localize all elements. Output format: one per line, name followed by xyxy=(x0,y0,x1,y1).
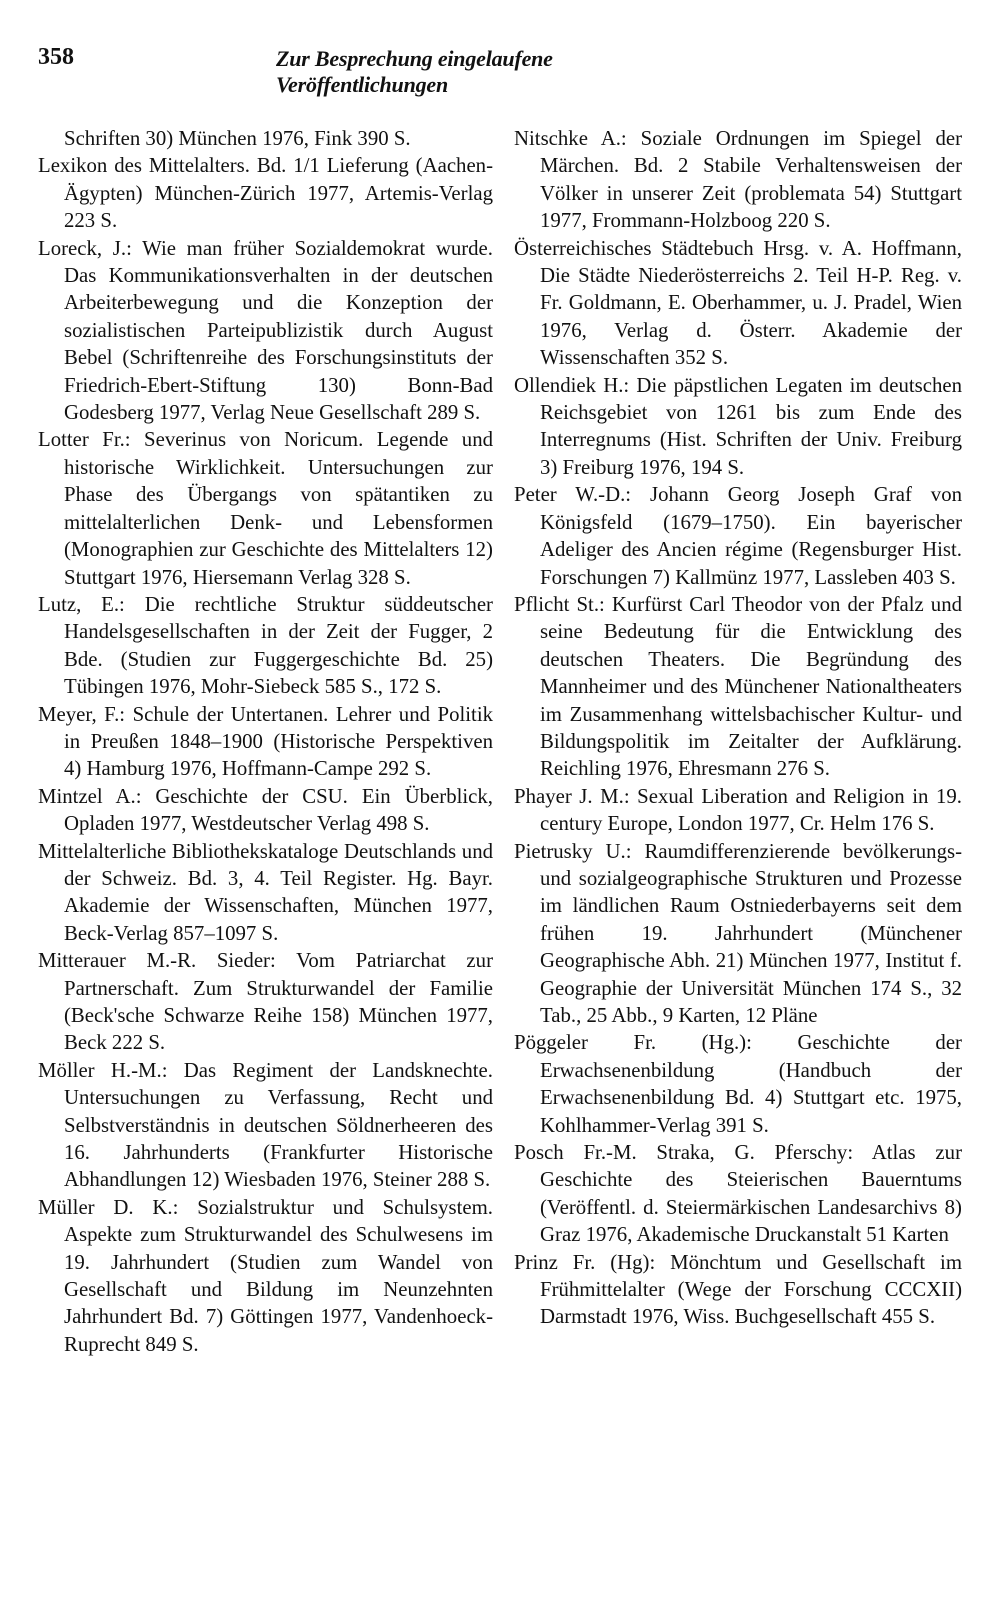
bibliography-entry: Nitschke A.: Soziale Ordnungen im Spiegel der Märchen. Bd. 2 Stabile Verhaltensweisen der Völker in unserer Zeit (problemata 54) Stuttgart 1977, Frommann-Holzboog 220 S. xyxy=(514,127,962,233)
bibliography-entry: Prinz Fr. (Hg): Mönchtum und Gesellschaft im Frühmittelalter (Wege der Forschung CCCXII) Darmstadt 1976, Wiss. Buchgesellschaft 455 S. xyxy=(514,1250,962,1329)
page-header xyxy=(38,44,728,97)
bibliography-entry: Österreichisches Städtebuch Hrsg. v. A. Hoffmann, Die Städte Niederösterreichs 2. Teil H-P. Reg. v. Fr. Goldmann, E. Oberhammer, u. J. Pradel, Wien 1976, Verlag d. Österr. Akademie der Wissenschaften 352 S. xyxy=(514,236,962,370)
bibliography-entry: Mitterauer M.-R. Sieder: Vom Patriarchat zur Partnerschaft. Zum Strukturwandel der Familie (Beck'sche Schwarze Reihe 158) München 1977, Beck 222 S. xyxy=(38,949,493,1055)
bibliography-entry: Pöggeler Fr. (Hg.): Geschichte der Erwachsenenbildung (Handbuch der Erwachsenenbildung Bd. 4) Stuttgart etc. 1975, Kohlhammer-Verlag 391 S. xyxy=(514,1031,962,1137)
bibliography-entry: Mintzel A.: Geschichte der CSU. Ein Überblick, Opladen 1977, Westdeutscher Verlag 498 S. xyxy=(38,784,493,836)
running-title: Zur Besprechung eingelaufene Veröffentlichungen xyxy=(276,46,553,97)
bibliography-entry: Phayer J. M.: Sexual Liberation and Religion in 19. century Europe, London 1977, Cr. Helm 176 S. xyxy=(514,784,962,836)
bibliography-entry: Loreck, J.: Wie man früher Sozialdemokrat wurde. Das Kommunikationsverhalten in der deutschen Arbeiterbewegung und die Konzeption der sozialistischen Parteipublizistik durch August Bebel (Schriftenreihe des Forschungsinstituts der Friedrich-Ebert-Stiftung 130) Bonn-Bad Godesberg 1977, Verlag Neue Gesellschaft 289 S. xyxy=(38,236,493,425)
bibliography-entry: Müller D. K.: Sozialstruktur und Schulsystem. Aspekte zum Strukturwandel des Schulwesens im 19. Jahrhundert (Studien zum Wandel von Gesellschaft und Bildung im Neunzehnten Jahrhundert Bd. 7) Göttingen 1977, Vandenhoeck-Ruprecht 849 S. xyxy=(38,1195,493,1356)
bibliography-entry: Peter W.-D.: Johann Georg Joseph Graf von Königsfeld (1679–1750). Ein bayerischer Adeliger des Ancien régime (Regensburger Hist. Forschungen 7) Kallmünz 1977, Lassleben 403 S. xyxy=(514,483,962,589)
bibliography-entry: Mittelalterliche Bibliothekskataloge Deutschlands und der Schweiz. Bd. 3, 4. Teil Register. Hg. Bayr. Akademie der Wissenschaften, München 1977, Beck-Verlag 857–1097 S. xyxy=(38,839,493,945)
bibliography-entry: Möller H.-M.: Das Regiment der Landsknechte. Untersuchungen zu Verfassung, Recht und Selbstverständnis in deutschen Söldnerheeren des 16. Jahrhunderts (Frankfurter Historische Abhandlungen 12) Wiesbaden 1976, Steiner 288 S. xyxy=(38,1058,493,1192)
left-column xyxy=(38,125,493,1358)
bibliography-entry: Pflicht St.: Kurfürst Carl Theodor von der Pfalz und seine Bedeutung für die Entwicklung des deutschen Theaters. Die Begründung des Mannheimer und des Münchener Nationaltheaters im Zusammenhang wittelsbachischer Kultur- und Bildungspolitik im Zeitalter der Aufklärung. Reichling 1976, Ehresmann 276 S. xyxy=(514,592,962,781)
bibliography-entry: Lexikon des Mittelalters. Bd. 1/1 Lieferung (Aachen-Ägypten) München-Zürich 1977, Artemis-Verlag 223 S. xyxy=(38,154,493,233)
bibliography-entry: Ollendiek H.: Die päpstlichen Legaten im deutschen Reichsgebiet von 1261 bis zum Ende des Interregnums (Hist. Schriften der Univ. Freiburg 3) Freiburg 1976, 194 S. xyxy=(514,373,962,479)
bibliography-entry: Pietrusky U.: Raumdifferenzierende bevölkerungs- und sozialgeographische Strukturen und Prozesse im ländlichen Raum Ostniederbayerns seit dem frühen 19. Jahrhundert (Münchener Geographische Abh. 21) München 1977, Institut f. Geographie der Universität München 174 S., 32 Tab., 25 Abb., 9 Karten, 12 Pläne xyxy=(514,839,962,1027)
bibliography-entry: Schriften 30) München 1976, Fink 390 S. xyxy=(64,127,411,150)
bibliography-entry: Meyer, F.: Schule der Untertanen. Lehrer und Politik in Preußen 1848–1900 (Historische Perspektiven 4) Hamburg 1976, Hoffmann-Campe 292 S. xyxy=(38,702,493,781)
bibliography-entry: Lotter Fr.: Severinus von Noricum. Legende und historische Wirklichkeit. Untersuchungen zur Phase des Übergangs von spätantiken zu mittelalterlichen Denk- und Lebensformen (Monographien zur Geschichte des Mittelalters 12) Stuttgart 1976, Hiersemann Verlag 328 S. xyxy=(38,428,493,589)
right-column xyxy=(514,125,962,1331)
bibliography-entry: Posch Fr.-M. Straka, G. Pferschy: Atlas zur Geschichte des Steierischen Bauerntums (Veröffentl. d. Steiermärkischen Landesarchivs 8) Graz 1976, Akademische Druckanstalt 51 Karten xyxy=(514,1141,962,1247)
bibliography-entry: Lutz, E.: Die rechtliche Struktur süddeutscher Handelsgesellschaften in der Zeit der Fugger, 2 Bde. (Studien zur Fuggergeschichte Bd. 25) Tübingen 1976, Mohr-Siebeck 585 S., 172 S. xyxy=(38,592,493,699)
page-number: 358 xyxy=(38,44,74,70)
